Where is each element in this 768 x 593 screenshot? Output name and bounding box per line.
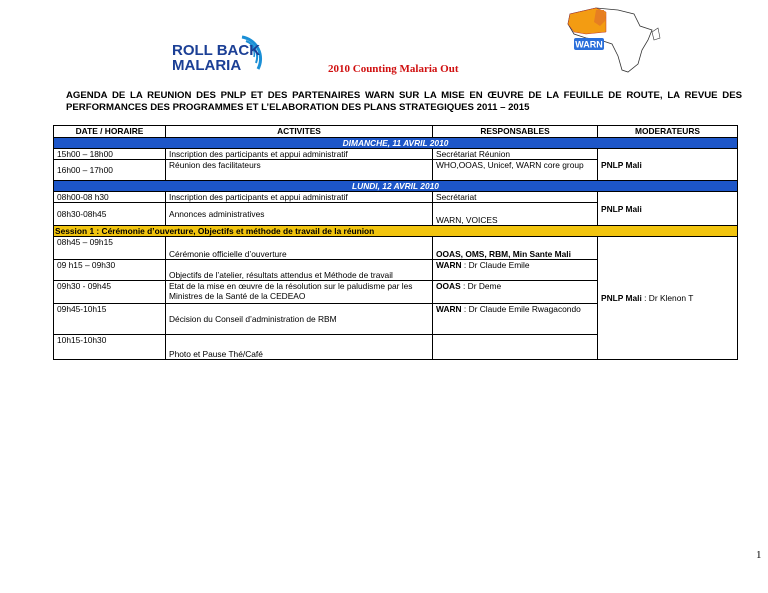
day-row-sunday [54, 138, 738, 149]
header-title: 2010 Counting Malaria Out [328, 63, 459, 75]
time-cell: 09h45-10h15 [54, 304, 166, 335]
time-cell: 08h00-08 h30 [54, 192, 166, 203]
activity-cell: Objectifs de l’atelier, résultats attendus et Méthode de travail [166, 260, 433, 281]
day-label: DIMANCHE, 11 AVRIL 2010 [54, 138, 738, 149]
col-header-activities: ACTIVITES [166, 126, 433, 138]
time-cell: 10h15-10h30 [54, 335, 166, 360]
warn-logo-text: WARN [575, 39, 603, 50]
responsable-org: WARN [436, 304, 462, 314]
col-header-responsables: RESPONSABLES [433, 126, 598, 138]
time-cell: 08h30-08h45 [54, 203, 166, 226]
activity-cell: Etat de la mise en œuvre de la résolution sur le paludisme par les Ministres de la Santé de la CEDEAO [166, 281, 433, 304]
session-row [54, 226, 738, 237]
table-header-row [54, 126, 738, 138]
roll-back-malaria-logo [172, 33, 272, 77]
responsable-cell: WARN, VOICES [433, 203, 598, 226]
moderator-cell [598, 237, 738, 360]
responsable-person: : Dr Claude Emile [461, 260, 530, 270]
responsable-person: : Dr Claude Emile Rwagacondo [461, 304, 581, 314]
time-cell: 16h00 – 17h00 [54, 160, 166, 181]
rbm-logo-line2: MALARIA [172, 57, 242, 74]
responsable-person: : Dr Deme [460, 281, 502, 291]
session-label: Session 1 : Cérémonie d’ouverture, Objectifs et méthode de travail de la réunion [54, 226, 738, 237]
responsable-cell: Secrétariat Réunion [433, 149, 598, 160]
activity-cell: Inscription des participants et appui administratif [166, 192, 433, 203]
table-row [54, 149, 738, 160]
activity-cell: Décision du Conseil d’administration de RBM [166, 304, 433, 335]
moderator-person: : Dr Klenon T [641, 293, 694, 303]
page-number: 1 [756, 549, 762, 561]
responsable-cell: WHO,OOAS, Unicef, WARN core group [433, 160, 598, 181]
activity-cell: Réunion des facilitateurs [166, 160, 433, 181]
col-header-moderateurs: MODERATEURS [598, 126, 738, 138]
activity-cell: Photo et Pause Thé/Café [166, 335, 433, 360]
responsable-cell: Secrétariat [433, 192, 598, 203]
table-row [54, 192, 738, 203]
warn-africa-map-logo [556, 4, 666, 76]
activity-cell: Annonces administratives [166, 203, 433, 226]
time-cell: 09h30 - 09h45 [54, 281, 166, 304]
activity-cell: Cérémonie officielle d’ouverture [166, 237, 433, 260]
time-cell: 08h45 – 09h15 [54, 237, 166, 260]
time-cell: 15h00 – 18h00 [54, 149, 166, 160]
moderator-cell: PNLP Mali [598, 192, 738, 226]
moderator-org: PNLP Mali [601, 293, 642, 303]
responsable-org: OOAS [436, 281, 461, 291]
agenda-title: AGENDA DE LA REUNION DES PNLP ET DES PARTENAIRES WARN SUR LA MISE EN ŒUVRE DE LA FEUILLE DE ROUTE, LA REVUE DES PERFORMANCES DES PROGRAMMES ET L’ELABORATION DES PLANS STRATEGIQUES 2011 – 2015 [66, 90, 742, 113]
col-header-date: DATE / HORAIRE [54, 126, 166, 138]
responsable-cell [433, 304, 598, 335]
responsable-cell [433, 281, 598, 304]
table-row [54, 237, 738, 260]
responsable-cell [433, 237, 598, 260]
responsable-cell [433, 335, 598, 360]
responsable-org: WARN [436, 260, 462, 270]
rbm-logo-line1: ROLL BACK [172, 42, 261, 59]
agenda-table [53, 125, 738, 360]
responsable-cell [433, 260, 598, 281]
activity-cell: Inscription des participants et appui administratif [166, 149, 433, 160]
day-row-monday [54, 181, 738, 192]
responsable-org: OOAS, OMS, RBM, Min Sante Mali [436, 249, 571, 259]
moderator-cell: PNLP Mali [598, 149, 738, 181]
day-label: LUNDI, 12 AVRIL 2010 [54, 181, 738, 192]
time-cell: 09 h15 – 09h30 [54, 260, 166, 281]
